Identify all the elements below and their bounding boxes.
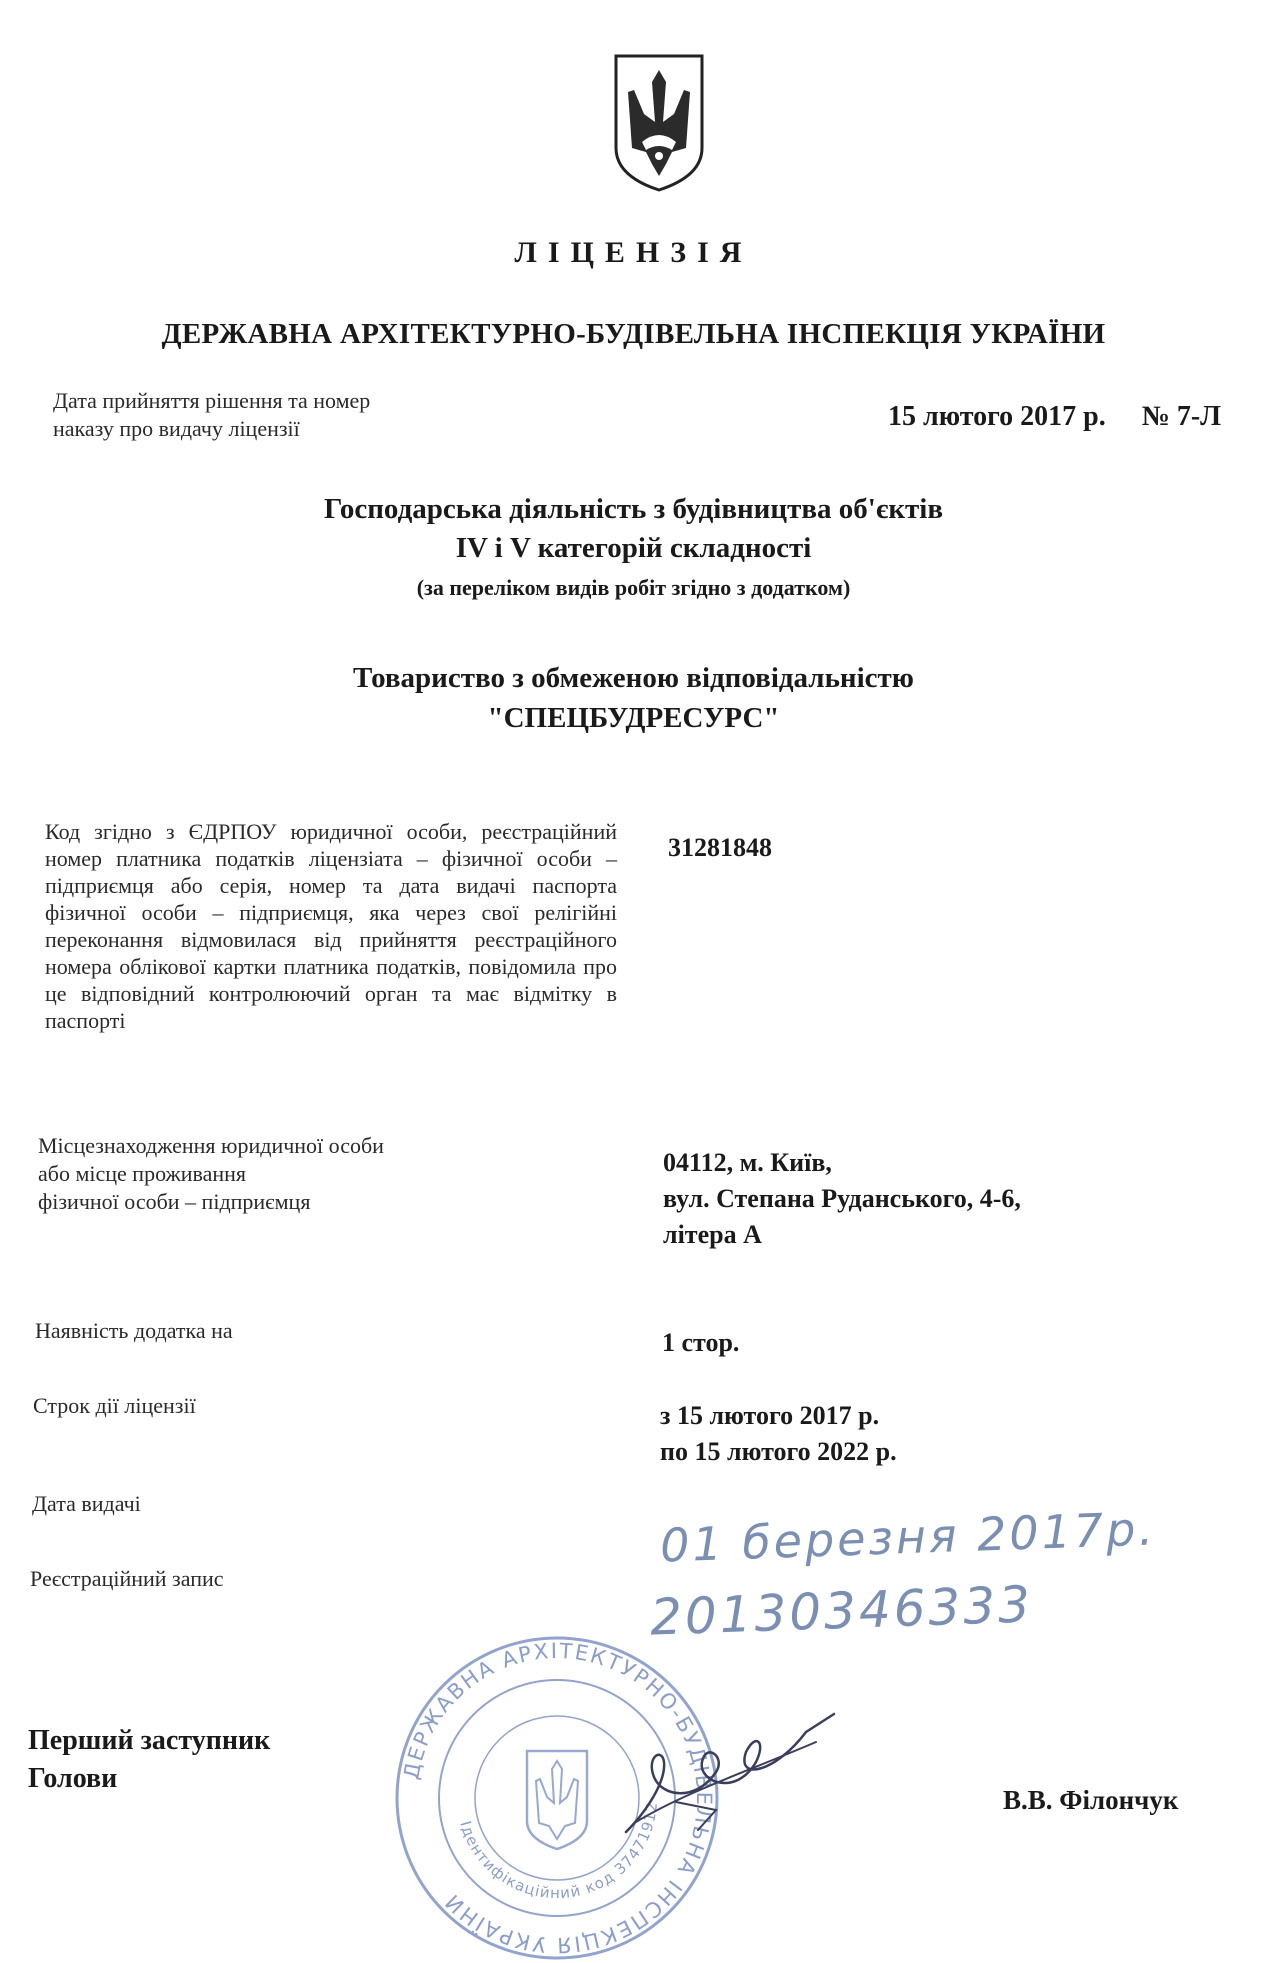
document-title: ЛІЦЕНЗІЯ: [514, 236, 753, 269]
issue-date-label: Дата видачі: [32, 1491, 141, 1516]
activity-line1: Господарська діяльність з будівництва об'єктів: [323, 493, 944, 525]
location-label: [38, 1132, 384, 1216]
stamp-outer-text: ДЕРЖАВНА АРХІТЕКТУРНО-БУДІВЕЛЬНА ІНСПЕКЦІЯ УКРАЇНИ: [399, 1638, 717, 1958]
registry-label: Реєстраційний запис: [30, 1566, 224, 1591]
issue-date-handwritten: 01 березня 2017р.: [659, 1501, 1157, 1573]
signatory-position-line1: Перший заступник: [28, 1725, 271, 1756]
location-line3: літера А: [663, 1220, 762, 1249]
decision-date-number: [888, 399, 1221, 435]
signatory-position-line2: Голови: [28, 1763, 118, 1794]
company-line1: Товариство з обмеженою відповідальністю: [353, 662, 914, 694]
edrpou-value: 31281848: [668, 833, 772, 862]
stamp-inner-text: Ідентифікаційний код 37471912: [456, 1800, 662, 1903]
signatory-position: [28, 1722, 270, 1798]
activity-note: (за переліком видів робіт згідно з додатком): [416, 575, 851, 600]
signature-scribble: [606, 1702, 846, 1852]
location-line1: 04112, м. Київ,: [663, 1148, 832, 1177]
activity-line2: IV і V категорій складності: [455, 532, 812, 564]
location-label-line3: фізичної особи – підприємця: [38, 1189, 311, 1214]
decision-label-line1: Дата прийняття рішення та номер: [53, 388, 371, 413]
registry-handwritten: 20130346333: [649, 1575, 1034, 1647]
location-label-line1: Місцезнаходження юридичної особи: [38, 1133, 384, 1158]
validity-value: [660, 1398, 897, 1470]
validity-to: по 15 лютого 2022 р.: [660, 1437, 897, 1466]
decision-label: [53, 387, 370, 443]
company-line2: "СПЕЦБУДРЕСУРС": [487, 702, 780, 734]
decision-number: № 7-Л: [1141, 401, 1222, 432]
validity-from: з 15 лютого 2017 р.: [660, 1401, 880, 1430]
location-line2: вул. Степана Руданського, 4-6,: [663, 1184, 1021, 1213]
agency-name: ДЕРЖАВНА АРХІТЕКТУРНО-БУДІВЕЛЬНА ІНСПЕКЦІЯ УКРАЇНИ: [161, 318, 1106, 350]
appendix-label: Наявність додатка на: [35, 1318, 233, 1343]
coat-of-arms-icon: [612, 52, 706, 194]
location-label-line2: або місце проживання: [38, 1161, 247, 1186]
stamp-trident-icon: [527, 1751, 587, 1849]
signatory-name: В.В. Філончук: [1003, 1785, 1179, 1815]
validity-label: Строк дії ліцензії: [33, 1393, 196, 1418]
decision-label-line2: наказу про видачу ліцензії: [53, 416, 300, 441]
decision-date: 15 лютого 2017 р.: [888, 401, 1106, 432]
location-value: [663, 1145, 1021, 1253]
appendix-value: 1 стор.: [662, 1328, 740, 1357]
edrpou-label: Код згідно з ЄДРПОУ юридичної особи, реєстраційний номер платника податків ліцензіата – фізичної особи – підприємця або серія, номер та дата видачі паспорта фізичної особи – підприємця, яка через свої релігійні переконання відмовилася від прийняття реєстраційного номера облікової картки платника податків, повідомила про це відповідний контролюючий орган та має відмітку в паспорті: [45, 819, 617, 1033]
